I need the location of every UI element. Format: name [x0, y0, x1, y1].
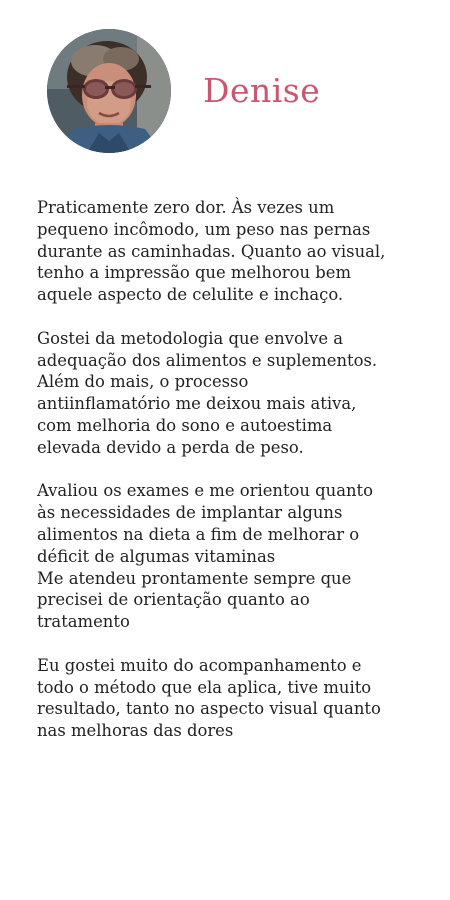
- text-line: com melhoria do sono e autoestima: [37, 415, 333, 435]
- text-line: antiinflamatório me deixou mais ativa,: [37, 394, 357, 414]
- profile-name: Denise: [203, 71, 321, 110]
- testimonial-paragraph: [37, 655, 427, 742]
- avatar: [47, 29, 171, 153]
- text-line: alimentos na dieta a fim de melhorar o: [37, 524, 360, 544]
- text-line: precisei de orientação quanto ao: [37, 590, 310, 610]
- text-line: Avaliou os exames e me orientou quanto: [37, 481, 374, 501]
- text-line: aquele aspecto de celulite e inchaço.: [37, 285, 344, 305]
- testimonial-paragraph: [37, 480, 427, 633]
- text-line: Me atendeu prontamente sempre que: [37, 568, 352, 588]
- text-line: adequação dos alimentos e suplementos.: [37, 350, 378, 370]
- text-line: durante as caminhadas. Quanto ao visual,: [37, 241, 386, 261]
- text-line: pequeno incômodo, um peso nas pernas: [37, 219, 371, 239]
- text-line: nas melhoras das dores: [37, 721, 234, 741]
- text-line: tratamento: [37, 612, 130, 632]
- testimonial-text: [37, 197, 427, 764]
- text-line: Eu gostei muito do acompanhamento e: [37, 655, 362, 675]
- testimonial-paragraph: [37, 328, 427, 459]
- text-line: Gostei da metodologia que envolve a: [37, 328, 343, 348]
- text-line: déficit de algumas vitaminas: [37, 546, 276, 566]
- person-photo-icon: [47, 29, 171, 153]
- text-line: tenho a impressão que melhorou bem: [37, 263, 352, 283]
- text-line: Praticamente zero dor. Às vezes um: [37, 198, 335, 217]
- text-line: às necessidades de implantar alguns: [37, 503, 343, 523]
- text-line: todo o método que ela aplica, tive muito: [37, 677, 372, 697]
- testimonial-paragraph: [37, 197, 427, 306]
- text-line: Além do mais, o processo: [37, 372, 249, 392]
- text-line: resultado, tanto no aspecto visual quanto: [37, 699, 381, 719]
- text-line: elevada devido a perda de peso.: [37, 437, 304, 457]
- profile-header: [0, 0, 450, 170]
